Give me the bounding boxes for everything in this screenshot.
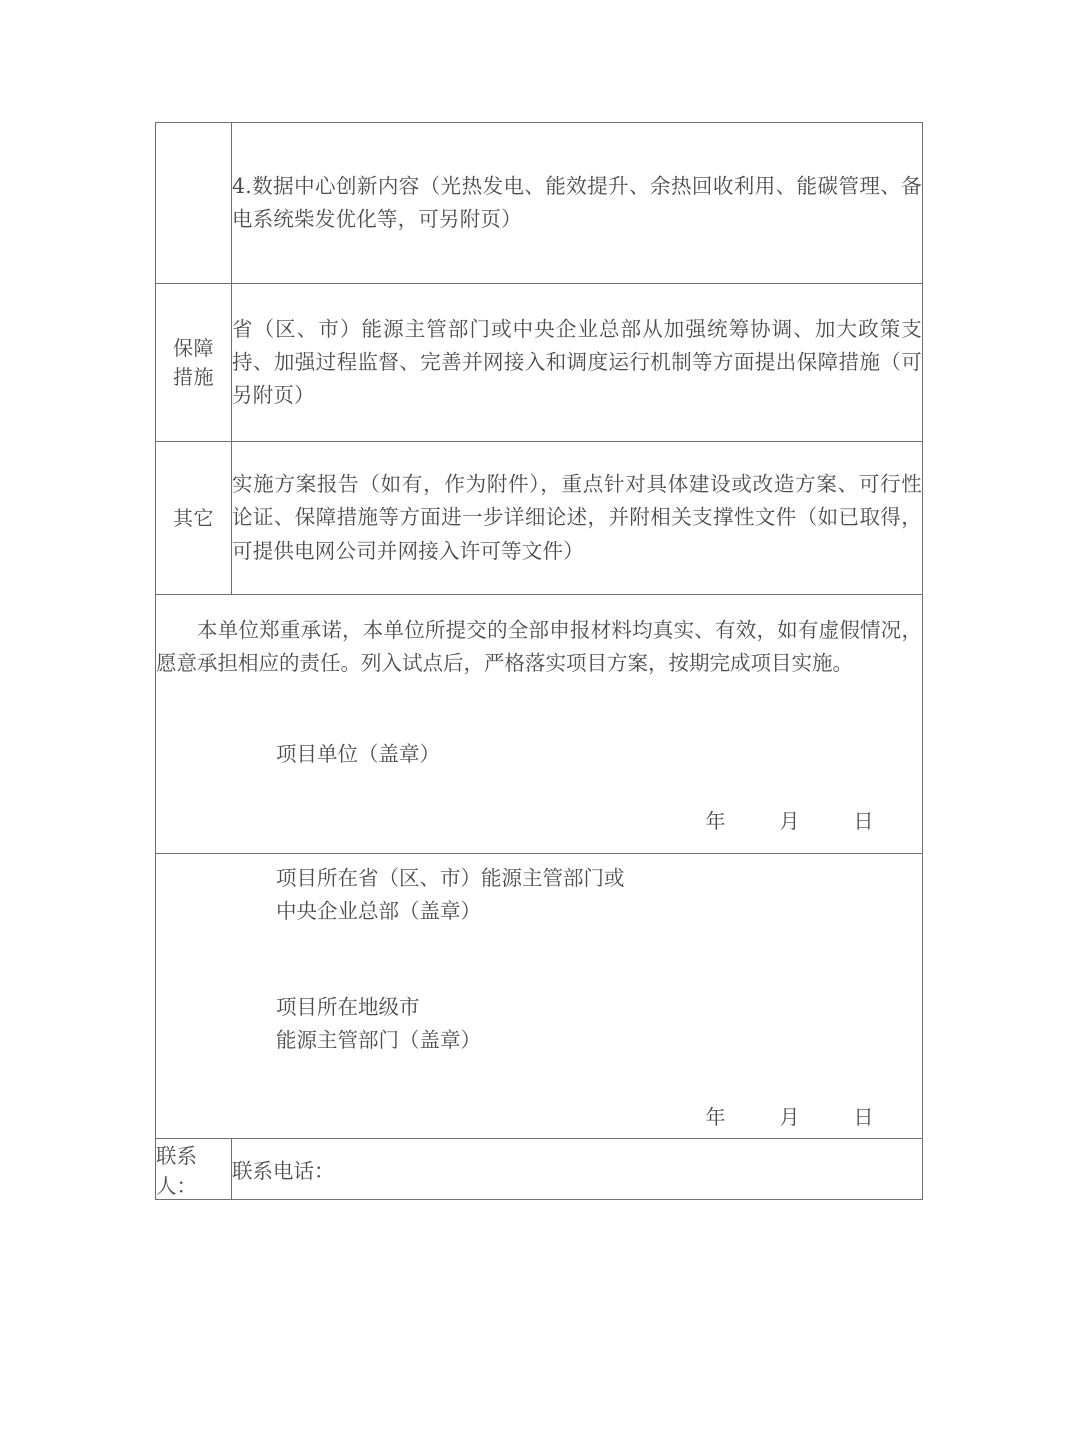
- row-label-safeguard-line1: 保障: [173, 336, 214, 361]
- contact-phone-label: 联系电话：: [232, 1159, 335, 1183]
- application-form-table: [155, 122, 923, 1200]
- municipal-authority-seal-line2: 能源主管部门（盖章）: [276, 1027, 481, 1052]
- contact-phone-cell[interactable]: [232, 1139, 923, 1200]
- row-body-innovation: [232, 123, 923, 284]
- row-body-other: [232, 442, 923, 595]
- municipal-authority-seal-line1: 项目所在地级市: [276, 994, 420, 1019]
- commitment-date-line: [156, 805, 922, 834]
- safeguard-content-text: 省（区、市）能源主管部门或中央企业总部从加强统筹协调、加大政策支持、加强过程监督、完善并网接入和调度运行机制等方面提出保障措施（可另附页）: [232, 316, 922, 408]
- contact-person-label: 联系人：: [156, 1144, 197, 1198]
- seals-date-month: 月: [779, 1104, 800, 1129]
- table-row-safeguard: [156, 284, 923, 442]
- commitment-paragraph: 本单位郑重承诺，本单位所提交的全部申报材料均真实、有效，如有虚假情况，愿意承担相应的责任。列入试点后，严格落实项目方案，按期完成项目实施。: [156, 617, 922, 676]
- commitment-date-day: 日: [853, 809, 874, 834]
- municipal-authority-seal-block: [276, 991, 922, 1057]
- seals-cell: [156, 854, 923, 1139]
- table-row-innovation: [156, 123, 923, 284]
- seals-date-day: 日: [853, 1104, 874, 1129]
- row-label-safeguard: [156, 284, 232, 442]
- innovation-content-text: 4.数据中心创新内容（光热发电、能效提升、余热回收利用、能碳管理、备电系统柴发优化等，可另附页）: [232, 173, 922, 231]
- row-label-other: 其它: [156, 442, 232, 595]
- row-body-safeguard: [232, 284, 923, 442]
- provincial-authority-seal-line1: 项目所在省（区、市）能源主管部门或: [276, 866, 625, 891]
- project-unit-seal-label: 项目单位（盖章）: [276, 741, 440, 766]
- row-label-innovation: [156, 123, 232, 284]
- table-row-seals: [156, 854, 923, 1139]
- seals-date-line: [156, 1101, 922, 1130]
- contact-person-cell[interactable]: [156, 1139, 232, 1200]
- row-label-safeguard-line2: 措施: [173, 364, 214, 389]
- commitment-cell: [156, 595, 923, 854]
- commitment-date-month: 月: [779, 809, 800, 834]
- commitment-date-year: 年: [705, 809, 726, 834]
- other-content-text: 实施方案报告（如有，作为附件），重点针对具体建设或改造方案、可行性论证、保障措施等方面进一步详细论述，并附相关支撑性文件（如已取得，可提供电网公司并网接入许可等文件）: [232, 472, 922, 563]
- table-row-contact: [156, 1139, 923, 1200]
- table-row-commitment: [156, 595, 923, 854]
- provincial-authority-seal-block: [276, 862, 922, 928]
- table-row-other: [156, 442, 923, 595]
- seals-date-year: 年: [705, 1104, 726, 1129]
- provincial-authority-seal-line2: 中央企业总部（盖章）: [276, 899, 481, 924]
